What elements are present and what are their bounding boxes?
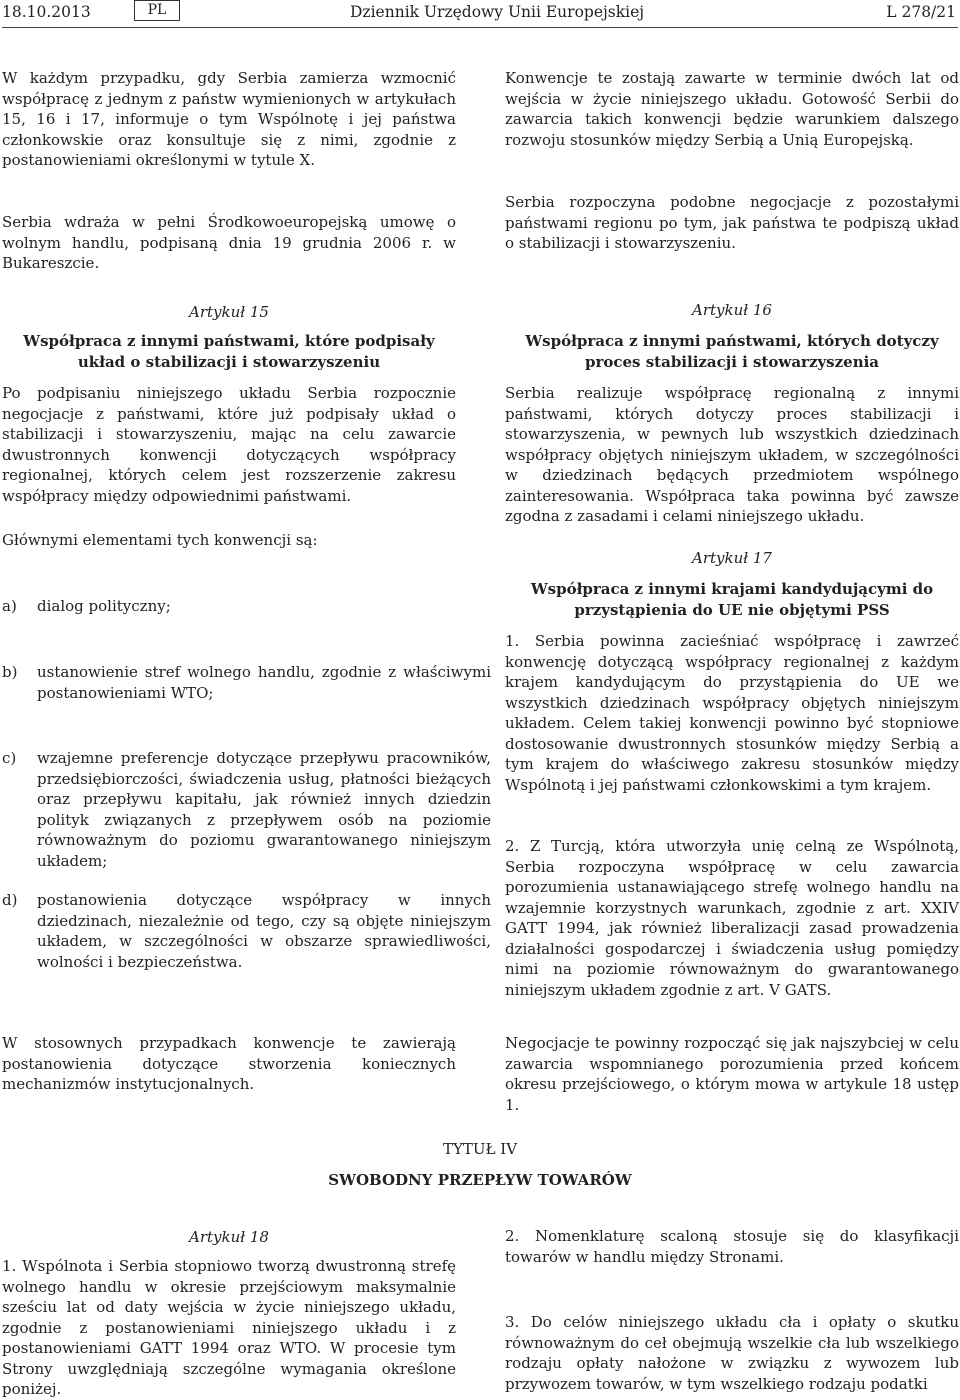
paragraph: Negocjacje te powinny rozpocząć się jak najszybciej w celu zawarcia wspomnianego porozumienia przed końcem okresu przejściowego, o którym mowa w artykule 18 ustęp 1. xyxy=(505,1034,959,1114)
paragraph: Serbia rozpoczyna podobne negocjacje z pozostałymi państwami regionu po tym, jak państwa te podpiszą układ o stabilizacji i stowarzyszeniu. xyxy=(505,193,959,252)
list-marker: d) xyxy=(2,891,18,909)
header-language-box: PL xyxy=(134,0,180,21)
header-page-reference: L 278/21 xyxy=(886,3,956,21)
list-item xyxy=(2,596,491,617)
header-rule xyxy=(2,27,958,28)
article-18-label: Artykuł 18 xyxy=(189,1228,269,1246)
title-iv-heading: SWOBODNY PRZEPŁYW TOWARÓW xyxy=(328,1171,632,1189)
header-journal-title: Dziennik Urzędowy Unii Europejskiej xyxy=(350,3,645,21)
paragraph: Serbia realizuje współpracę regionalną z innymi państwami, których dotyczy proces stabilizacji i stowarzyszenia, w pewnych lub wszystkich dziedzinach współpracy objętych niniejszym układem, w szczególności w dziedzinach będących przedmiotem wspólnego zainteresowania. Współpraca taka powinna być zawsze zgodna z zasadami i celami niniejszego układu. xyxy=(505,384,959,525)
list-marker: c) xyxy=(2,749,17,767)
list-item-text: ustanowienie stref wolnego handlu, zgodnie z właściwymi postanowieniami WTO; xyxy=(37,663,491,702)
list-item xyxy=(2,748,491,871)
header-date: 18.10.2013 xyxy=(2,3,91,21)
list-item xyxy=(2,890,491,972)
paragraph: Konwencje te zostają zawarte w terminie dwóch lat od wejścia w życie niniejszego układu. Gotowość Serbii do zawarcia takich konwencji będzie warunkiem dalszego rozwoju stosunków między Serbią a Unią Europejską. xyxy=(505,69,959,149)
list-item xyxy=(2,662,491,703)
page-header xyxy=(0,0,960,26)
paragraph: W stosownych przypadkach konwencje te zawierają postanowienia dotyczące stworzenia koniecznych mechanizmów instytucjonalnych. xyxy=(2,1034,456,1093)
paragraph: 1. Wspólnota i Serbia stopniowo tworzą dwustronną strefę wolnego handlu w okresie przejściowym maksymalnie sześciu lat od daty wejścia w życie niniejszego układu, zgodnie z postanowieniami niniejszego układu i z postanowieniami GATT 1994 oraz WTO. W procesie tym Strony uwzględniają szczególne wymagania określone poniżej. xyxy=(2,1257,456,1398)
article-17-label: Artykuł 17 xyxy=(692,549,772,567)
list-item-text: wzajemne preferencje dotyczące przepływu pracowników, przedsiębiorczości, świadczenia usług, płatności bieżących oraz przepływu kapitału, jak również innych dziedzin polityk związanych z przepływem osób na poziomie równoważnym do poziomu gwarantowanego niniejszym układem; xyxy=(37,749,491,870)
list-item-text: dialog polityczny; xyxy=(37,597,171,615)
article-16-label: Artykuł 16 xyxy=(692,301,772,319)
paragraph: W każdym przypadku, gdy Serbia zamierza wzmocnić współpracę z jednym z państw wymienionych w artykułach 15, 16 i 17, informuje o tym Wspólnotę i jej państwa członkowskie oraz konsultuje się z nimi, zgodnie z postanowieniami określonymi w tytule X. xyxy=(2,69,456,169)
paragraph: 2. Nomenklaturę scaloną stosuje się do klasyfikacji towarów w handlu między Stronami. xyxy=(505,1227,959,1266)
article-16-title: Współpraca z innymi państwami, których dotyczy proces stabilizacji i stowarzyszenia xyxy=(525,332,939,371)
paragraph: 2. Z Turcją, która utworzyła unię celną ze Wspólnotą, Serbia rozpoczyna współpracę w celu zawarcia porozumienia ustanawiającego strefę wolnego handlu na wzajemnie korzystnych warunkach, zgodnie z art. XXIV GATT 1994, jak również liberalizacji zasad prowadzenia działalności gospodarczej i świadczenia usług pomiędzy nimi na poziomie równoważnym do gwarantowanego niniejszym układem zgodnie z art. V GATS. xyxy=(505,837,959,999)
list-marker: a) xyxy=(2,597,17,615)
list-marker: b) xyxy=(2,663,18,681)
paragraph: Głównymi elementami tych konwencji są: xyxy=(2,531,318,549)
title-iv-label: TYTUŁ IV xyxy=(442,1140,518,1158)
paragraph: 1. Serbia powinna zacieśniać współpracę i zawrzeć konwencję dotyczącą współpracy regionalnej z każdym krajem kandydującym do przystąpienia do UE we wszystkich dziedzinach współpracy objętych niniejszym układem. Celem takiej konwencji powinno być stopniowe dostosowanie dwustronnych stosunków między Serbią a tym krajem do właściwego zakresu stosunków między Wspólnotą i jej państwami członkowskimi a tym krajem. xyxy=(505,632,959,794)
article-15-label: Artykuł 15 xyxy=(189,303,269,321)
paragraph: Po podpisaniu niniejszego układu Serbia rozpocznie negocjacje z państwami, które już podpisały układ o stabilizacji i stowarzyszeniu, mając na celu zawarcie dwustronnych konwencji dotyczących współpracy regionalnej, których celem jest rozszerzenie zakresu współpracy między odpowiednimi państwami. xyxy=(2,384,456,505)
paragraph: Serbia wdraża w pełni Środkowoeuropejską umowę o wolnym handlu, podpisaną dnia 19 grudnia 2006 r. w Bukareszcie. xyxy=(2,213,456,272)
article-17-title: Współpraca z innymi krajami kandydującymi do przystąpienia do UE nie objętymi PSS xyxy=(530,580,934,619)
list-item-text: postanowienia dotyczące współpracy w innych dziedzinach, niezależnie od tego, czy są objęte niniejszym układem, w szczególności w obszarze sprawiedliwości, wolności i bezpieczeństwa. xyxy=(37,891,491,971)
paragraph: 3. Do celów niniejszego układu cła i opłaty o skutku równoważnym do ceł obejmują wszelkie cła lub wszelkiego rodzaju opłaty nałożone w związku z wywozem lub przywozem towarów, w tym wszelkiego rodzaju podatki xyxy=(505,1313,959,1393)
article-15-title: Współpraca z innymi państwami, które podpisały układ o stabilizacji i stowarzyszeniu xyxy=(23,332,435,371)
